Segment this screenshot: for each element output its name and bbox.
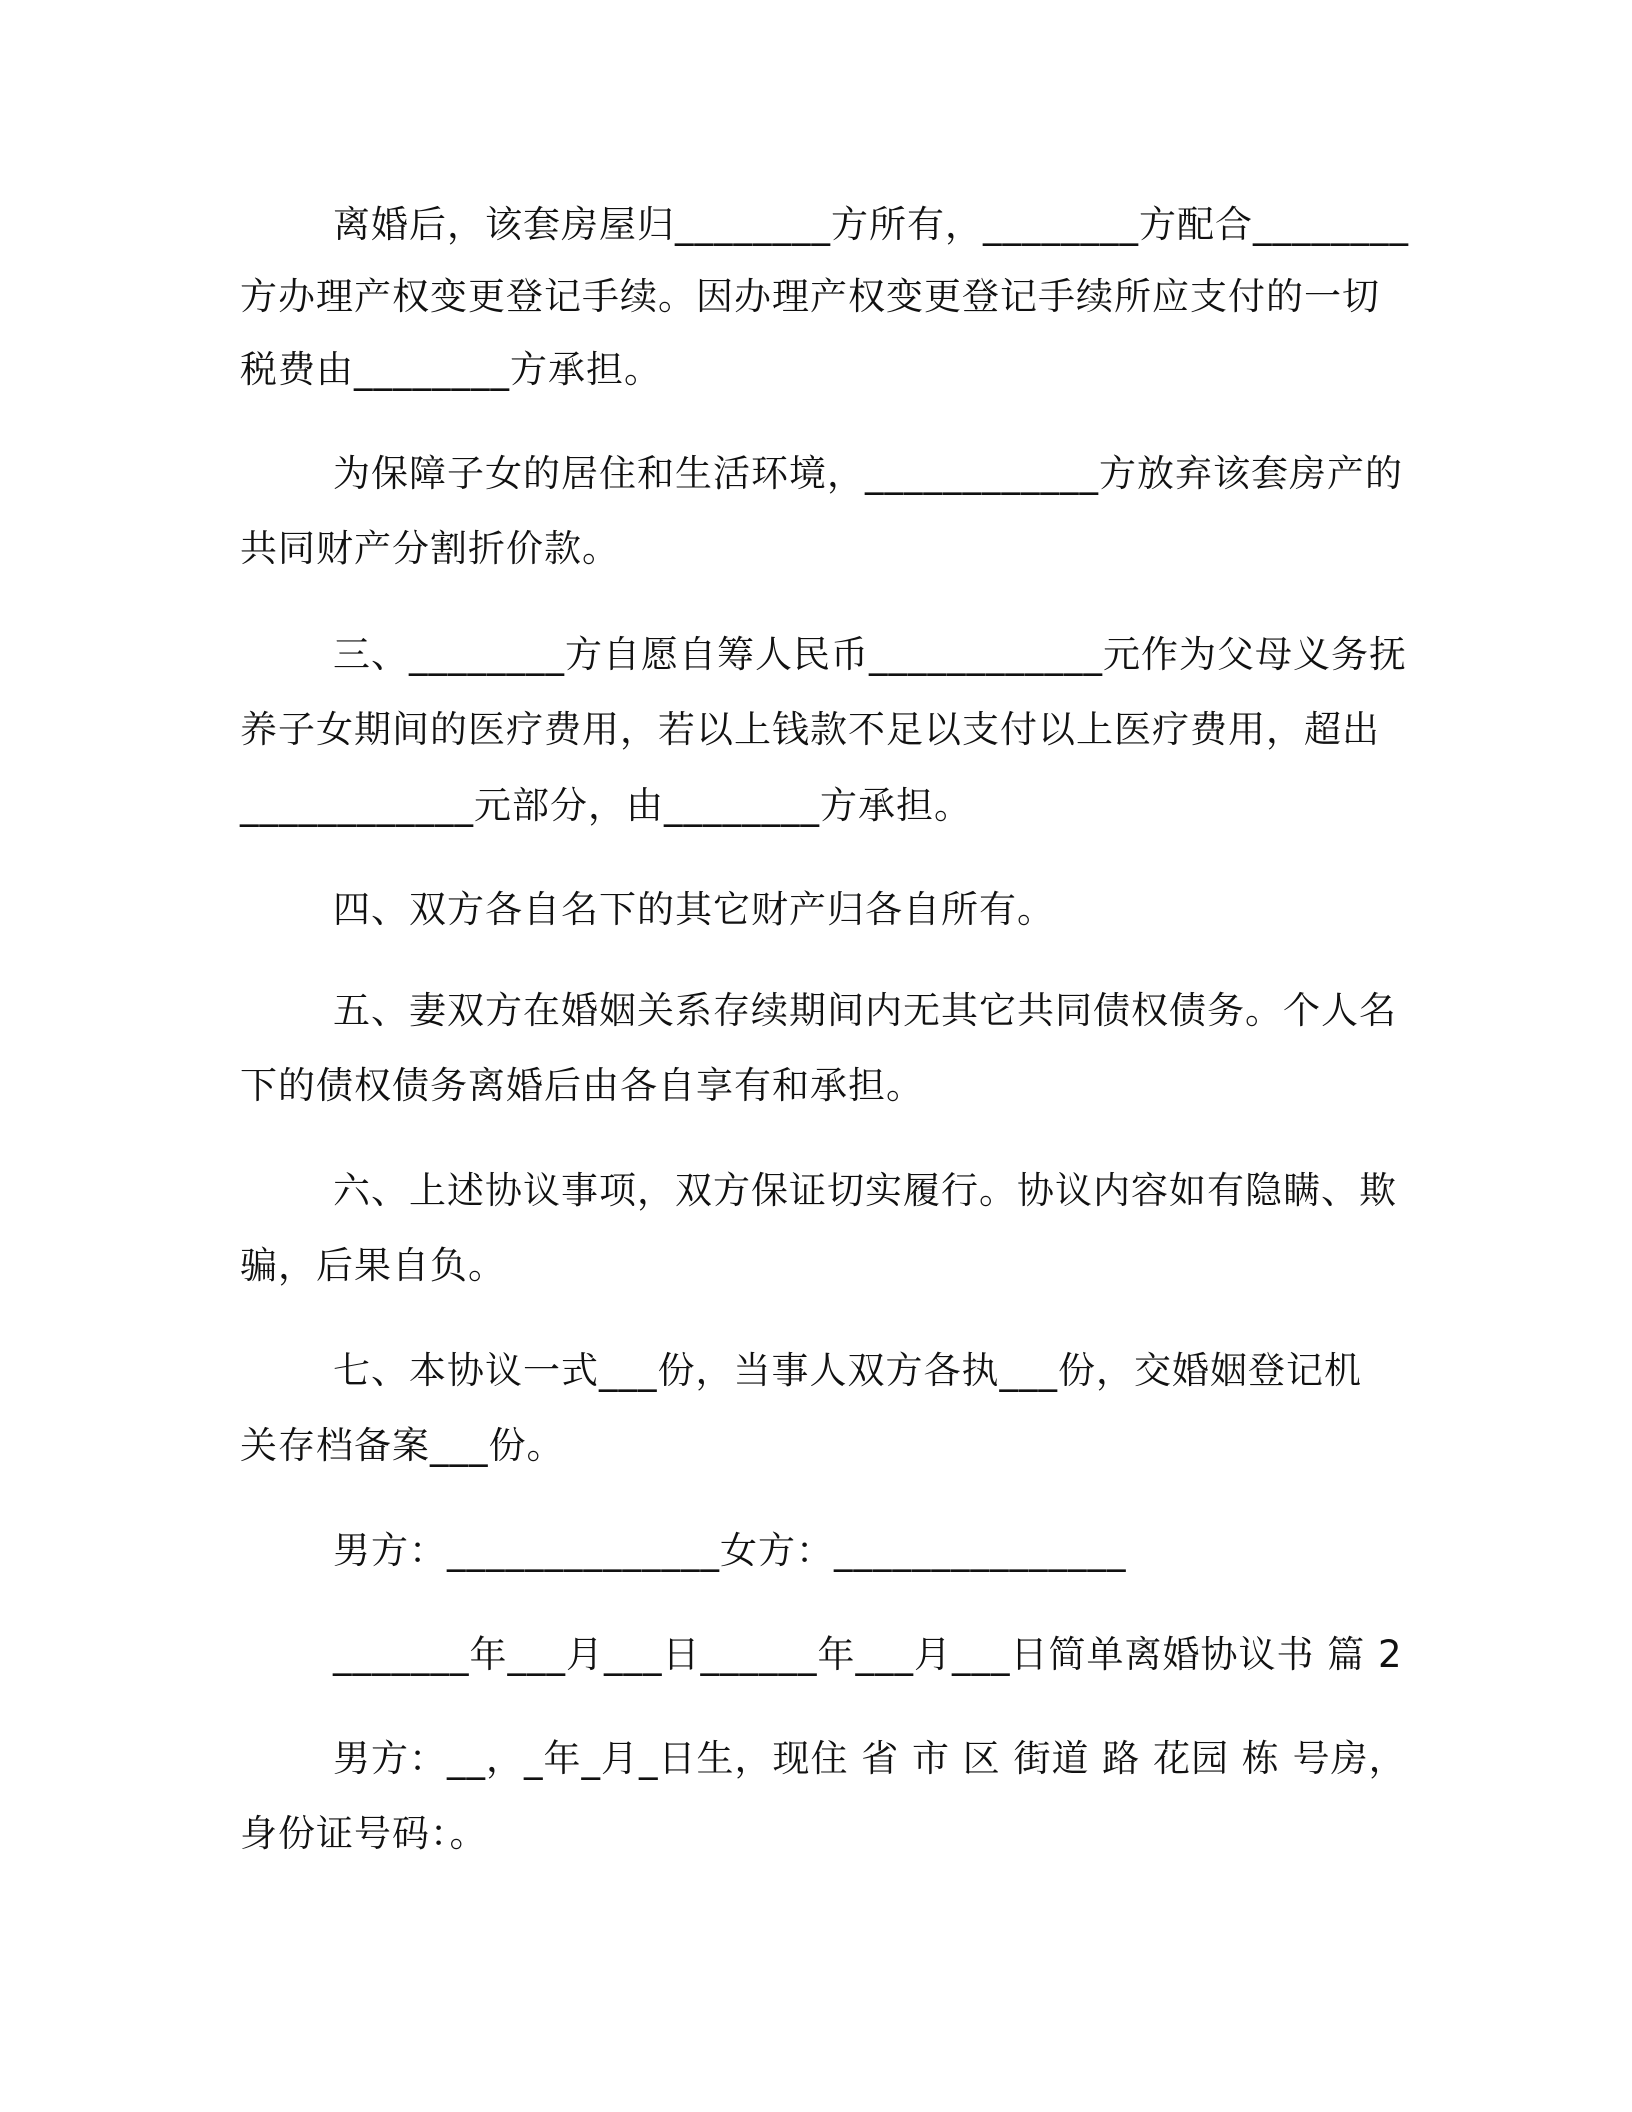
text-line: 三、________方自愿自筹人民币____________元作为父母义务抚 <box>333 633 1407 676</box>
text-line: 骗，后果自负。 <box>240 1244 506 1287</box>
text-line: 方办理产权变更登记手续。因办理产权变更登记手续所应支付的一切 <box>240 275 1380 318</box>
text-line: 身份证号码：。 <box>240 1812 488 1855</box>
text-line: 男方：__，_年_月_日生，现住 省 市 区 街道 路 花园 栋 号房， <box>333 1737 1407 1780</box>
text-line: 共同财产分割折价款。 <box>240 527 620 570</box>
text-line: 四、双方各自名下的其它财产归各自所有。 <box>333 888 1055 931</box>
signature-line: 男方：______________女方：_______________ <box>333 1529 1127 1572</box>
date-line: _______年___月___日______年___月___日简单离婚协议书 篇 2 <box>333 1633 1403 1676</box>
text-line: 为保障子女的居住和生活环境，____________方放弃该套房产的 <box>333 452 1403 495</box>
text-line: 税费由________方承担。 <box>240 348 662 391</box>
text-line: 下的债权债务离婚后由各自享有和承担。 <box>240 1064 924 1107</box>
text-line: 养子女期间的医疗费用，若以上钱款不足以支付以上医疗费用，超出 <box>240 708 1380 751</box>
text-line: ____________元部分，由________方承担。 <box>240 784 972 827</box>
text-line: 七、本协议一式___份，当事人双方各执___份，交婚姻登记机 <box>333 1349 1362 1392</box>
text-line: 五、妻双方在婚姻关系存续期间内无其它共同债权债务。个人名 <box>333 989 1397 1032</box>
text-line: 关存档备案___份。 <box>240 1424 565 1467</box>
text-line: 六、上述协议事项，双方保证切实履行。协议内容如有隐瞒、欺 <box>333 1169 1397 1212</box>
text-line: 离婚后，该套房屋归________方所有，________方配合________ <box>333 203 1409 246</box>
